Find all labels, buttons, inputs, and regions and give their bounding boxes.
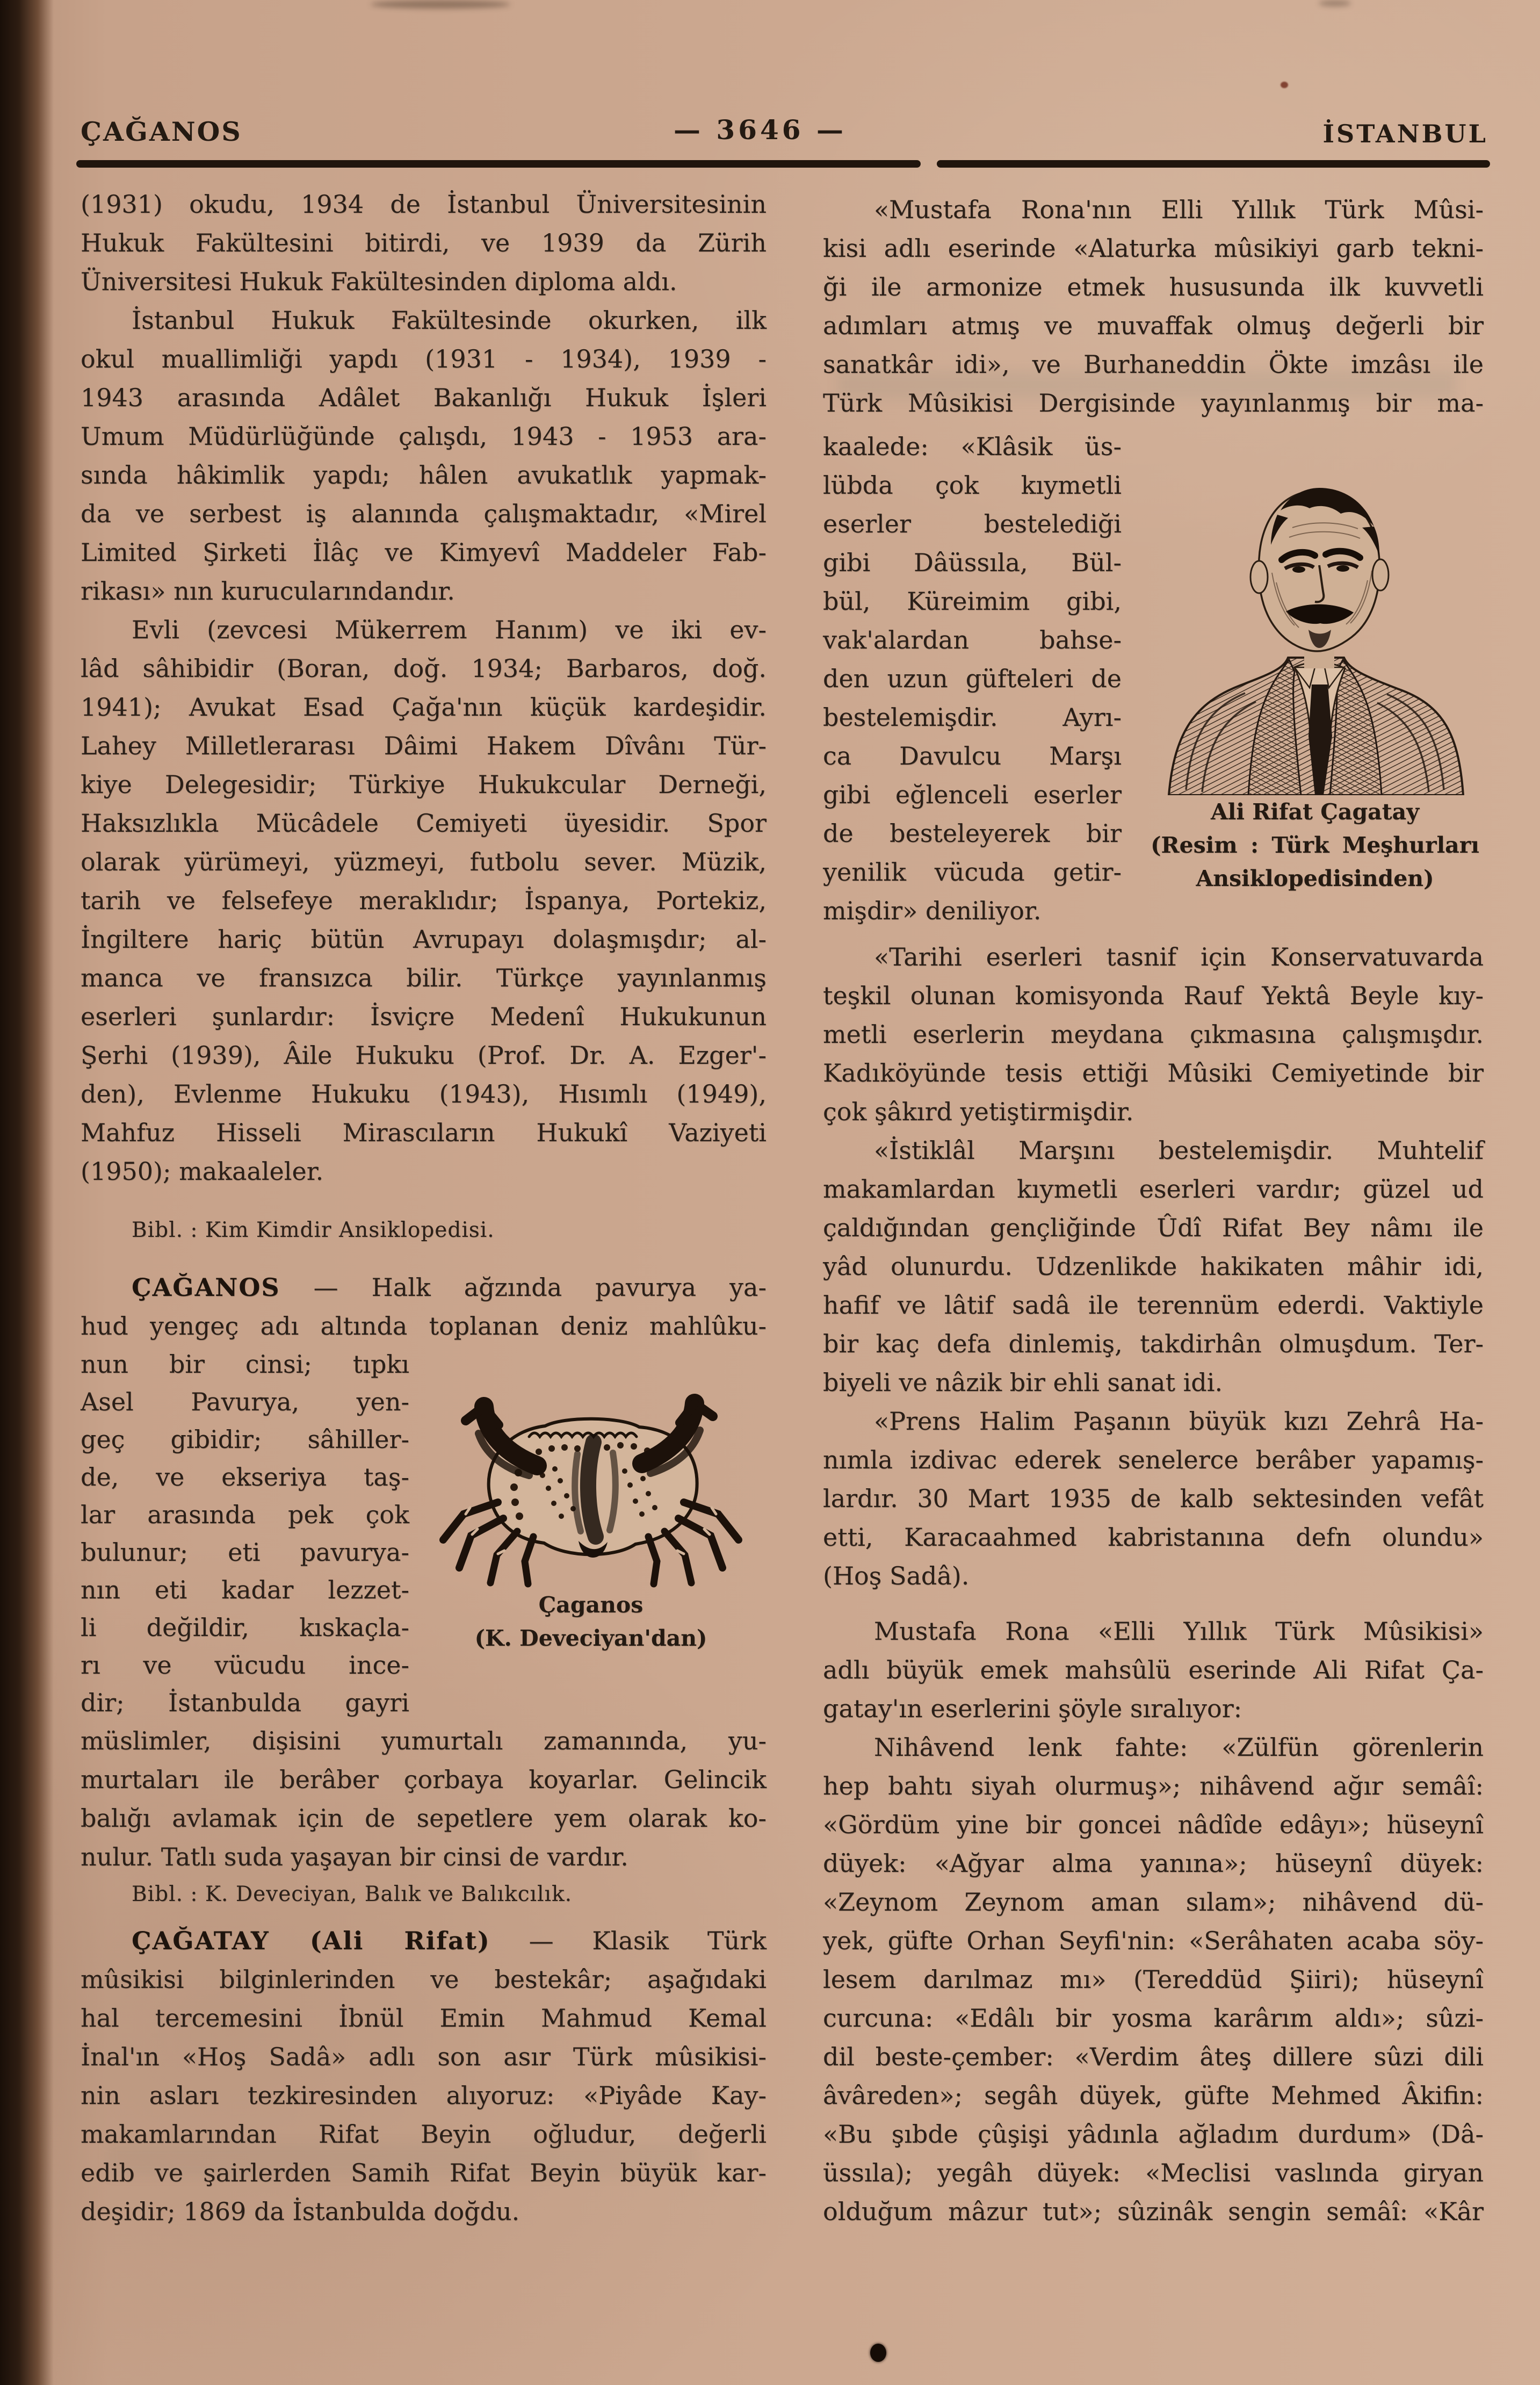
right-narrow-text (823, 427, 1122, 930)
entry-text: — Klasik Türk (490, 1926, 767, 1955)
text-line: İnal'ın «Hoş Sadâ» adlı son asır Türk mûsikisi- (81, 2042, 767, 2071)
entry-caganos-line2 (81, 1307, 767, 1345)
text-line: çaldığından gençliğinde Ûdî Rifat Bey nâmı ile (823, 1213, 1484, 1242)
text-line: dir; İstanbulda gayri (81, 1688, 409, 1717)
right-paragraph-works-list (823, 1728, 1484, 2231)
portrait-illustration (1148, 457, 1481, 795)
text-line: bir kaç defa dinlemiş, takdirhân olmuşdum. Ter- (823, 1329, 1484, 1358)
text-line: deşidir; 1869 da İstanbulda doğdu. (81, 2197, 520, 2226)
text-line: Limited Şirketi İlâç ve Kimyevî Maddeler Fab- (81, 538, 767, 567)
text-line: rı ve vücudu ince- (81, 1651, 409, 1680)
text-line: tarih ve felsefeye meraklıdır; İspanya, Portekiz, (81, 886, 767, 915)
text-line: 1943 arasında Adâlet Bakanlığı Hukuk İşleri (81, 383, 767, 412)
text-line: olarak yürümeyi, yüzmeyi, futbolu sever. Müzik, (81, 847, 767, 876)
ink-dot (870, 2344, 886, 2362)
text-line: adlı büyük emek mahsûlü eserinde Ali Rifat Ça- (823, 1655, 1484, 1684)
right-paragraph-rona-quote (823, 190, 1484, 422)
text-line: gibi Dâüssıla, Bül- (823, 548, 1122, 577)
right-paragraph-istiklal (823, 1131, 1484, 1402)
text-line: ca Davulcu Marşı (823, 741, 1122, 770)
entry-text: — Halk ağzında pavurya ya- (280, 1273, 767, 1302)
running-head-left: ÇAĞANOS (81, 116, 242, 147)
entry-cagatay (81, 1921, 767, 1960)
entry-caganos (81, 1268, 767, 1307)
text-line: li değildir, kıskaçla- (81, 1613, 409, 1642)
crab-illustration (416, 1373, 765, 1588)
portrait-caption-title: Ali Rifat Çagatay (1210, 799, 1420, 825)
text-line: eserleri şunlardır: İsviçre Medenî Hukukunun (81, 1002, 767, 1031)
header-rule-right (937, 160, 1490, 168)
text-line: Haksızlıkla Mücâdele Cemiyeti üyesidir. Spor (81, 809, 767, 838)
text-line: çok şâkırd yetiştirmişdir. (823, 1097, 1134, 1126)
text-line: murtaları ile berâber çorbaya koyarlar. Gelincik (81, 1765, 767, 1794)
text-line: nulur. Tatlı suda yaşayan bir cinsi de vardır. (81, 1842, 628, 1871)
portrait-figure (1143, 457, 1487, 895)
text-line: «Zeynom Zeynom aman sılam»; nihâvend dü- (823, 1887, 1484, 1916)
text-line: makamlarından Rifat Beyin oğludur, değerli (81, 2120, 767, 2149)
text-line: gatay'ın eserlerini şöyle sıralıyor: (823, 1694, 1242, 1723)
text-line: dil beste-çember: «Verdim âteş dillere sûzi dili (823, 2042, 1484, 2071)
text-line: Şerhi (1939), Âile Hukuku (Prof. Dr. A. Ezger'- (81, 1041, 767, 1070)
text-line: hep bahtı siyah olurmuş»; nihâvend ağır semâî: (823, 1771, 1484, 1800)
text-line: nun bir cinsi; tıpkı (81, 1350, 409, 1379)
text-line: Mahfuz Hisseli Mirascıların Hukukî Vaziyeti (81, 1118, 767, 1147)
text-line: Kadıköyünde tesis ettiği Mûsiki Cemiyetinde bir (823, 1058, 1484, 1087)
text-line: Lahey Milletlerarası Dâimi Hakem Dîvânı Tür- (81, 731, 767, 760)
text-line: müslimler, dişisini yumurtalı zamanında, yu- (81, 1726, 767, 1755)
text-line: Evli (zevcesi Mükerrem Hanım) ve iki ev- (132, 615, 767, 644)
text-line: bulunur; eti pavurya- (81, 1538, 409, 1567)
text-line: «Mustafa Rona'nın Elli Yıllık Türk Mûsi- (874, 195, 1484, 224)
crab-caption-source: (K. Deveciyan'dan) (474, 1625, 707, 1651)
text-line: ği ile armonize etmek hususunda ilk kuvvetli (823, 272, 1484, 301)
crab-caption-title: Çaganos (538, 1592, 644, 1618)
text-line: kaalede: «Klâsik üs- (823, 432, 1122, 461)
text-line: düyek: «Ağyar alma yanına»; hüseynî düyek: (823, 1849, 1484, 1878)
text-line: İngiltere hariç bütün Avrupayı dolaşmışdır; al- (81, 925, 767, 954)
text-line: Umum Müdürlüğünde çalışdı, 1943 - 1953 ara- (81, 422, 767, 451)
text-line: bül, Küreimim gibi, (823, 587, 1122, 616)
text-line: nin asları tezkiresinden alıyoruz: «Piyâde Kay- (81, 2081, 767, 2110)
text-line: lübda çok kıymetli (823, 471, 1122, 500)
text-line: okul muallimliği yapdı (1931 - 1934), 1939 - (81, 344, 767, 373)
portrait-caption-source-2: Ansiklopedisinden) (1196, 866, 1434, 891)
text-line: Hukuk Fakültesini bitirdi, ve 1939 da Zürih (81, 228, 767, 257)
text-line: İstanbul Hukuk Fakültesinde okurken, ilk (132, 306, 767, 335)
left-paragraph-career (81, 301, 767, 610)
text-line: de, ve ekseriya taş- (81, 1462, 409, 1491)
text-line: lâd sâhibidir (Boran, doğ. 1934; Barbaros, doğ. (81, 654, 767, 683)
text-line: Üniversitesi Hukuk Fakültesinden diploma aldı. (81, 267, 677, 296)
bibliography-line-kim-kimdir: Bibl. : Kim Kimdir Ansiklopedisi. (132, 1218, 495, 1242)
text-line: (1950); makaaleler. (81, 1157, 324, 1186)
crab-figure (415, 1373, 767, 1655)
text-line: Asel Pavurya, yen- (81, 1387, 409, 1416)
text-line: yâd olunurdu. Udzenlikde hakikaten mâhir idi, (823, 1252, 1484, 1281)
text-line: de besteleyerek bir (823, 819, 1122, 848)
text-line: da ve serbest iş alanında çalışmaktadır, «Mirel (81, 499, 767, 528)
entry-caganos-narrow-text (81, 1345, 409, 1721)
text-line: mûsikisi bilginlerinden ve bestekâr; aşağıdaki (81, 1965, 767, 1994)
text-line: den uzun güfteleri de (823, 664, 1122, 693)
text-line: kiye Delegesidir; Türkiye Hukukcular Derneği, (81, 770, 767, 799)
text-line: nın eti kadar lezzet- (81, 1575, 409, 1604)
text-line: etti, Karacaahmed kabristanına defn olundu» (823, 1523, 1484, 1552)
text-line: yek, güfte Orhan Seyfi'nin: «Serâhaten acaba söy- (823, 1926, 1484, 1955)
entry-headword-caganos: ÇAĞANOS (132, 1273, 280, 1302)
entry-line (81, 1268, 767, 1307)
text-line: «Tarihi eserleri tasnif için Konservatuvarda (874, 942, 1484, 971)
portrait-caption-source-1: (Resim : Türk Meşhurları (1151, 832, 1479, 858)
text-line: hud yengeç adı altında toplanan deniz mahlûku- (81, 1312, 767, 1341)
page-number: — 3646 — (674, 114, 847, 146)
text-line: «Gördüm yine bir goncei nâdîde edâyı»; hüseynî (823, 1810, 1484, 1839)
text-line: «İstiklâl Marşını bestelemişdir. Muhtelif (874, 1136, 1484, 1165)
text-line: metli eserlerin meydana çıkmasına çalışmışdır. (823, 1020, 1484, 1049)
text-line: yenilik vücuda getir- (823, 858, 1122, 887)
text-line: gibi eğlenceli eserler (823, 780, 1122, 809)
text-line: teşkil olunan komisyonda Rauf Yektâ Beyle kıy- (823, 981, 1484, 1010)
text-line: vak'alardan bahse- (823, 625, 1122, 654)
text-line: hal tercemesini İbnül Emin Mahmud Kemal (81, 2004, 767, 2033)
text-line: (1931) okudu, 1934 de İstanbul Üniversitesinin (81, 190, 767, 219)
entry-headword-cagatay: ÇAĞATAY (Ali Rifat) (132, 1926, 490, 1955)
left-paragraph-continuation (81, 185, 767, 301)
paper-smudge (1319, 0, 1351, 6)
text-line: üssıla); yegâh düyek: «Meclisi vaslında giryan (823, 2158, 1484, 2187)
entry-caganos-tail (81, 1721, 767, 1876)
entry-line (81, 1921, 767, 1960)
text-line: sanatkâr idi», ve Burhaneddin Ökte imzâsı ile (823, 350, 1484, 379)
text-line: curcuna: «Edâlı bir yosma karârım aldı»; sûzi- (823, 2004, 1484, 2033)
text-line: biyeli ve nâzik bir ehli sanat idi. (823, 1368, 1223, 1397)
text-line: Türk Mûsikisi Dergisinde yayınlanmış bir ma- (823, 388, 1484, 417)
text-line: 1941); Avukat Esad Çağa'nın küçük kardeşidir. (81, 693, 767, 722)
text-line: manca ve fransızca bilir. Türkçe yayınlanmış (81, 963, 767, 992)
text-line: bestelemişdir. Ayrı- (823, 703, 1122, 732)
text-line: Nihâvend lenk fahte: «Zülfün görenlerin (874, 1733, 1484, 1762)
bibliography-line-deveciyan: Bibl. : K. Deveciyan, Balık ve Balıkcılık. (132, 1882, 572, 1906)
text-line: lardır. 30 Mart 1935 de kalb sektesinden vefât (823, 1484, 1484, 1513)
header-rule-left (76, 160, 921, 168)
entry-cagatay-text (81, 1960, 767, 2231)
running-head-right: İSTANBUL (1322, 119, 1488, 148)
right-paragraph-tarihi (823, 938, 1484, 1131)
text-line: geç gibidir; sâhiller- (81, 1425, 409, 1454)
page-gutter-shadow (0, 0, 54, 2385)
text-line: edib ve şairlerden Samih Rifat Beyin büyük kar- (81, 2158, 767, 2187)
text-line: lesem darılmaz mı» (Tereddüd Şiiri); hüseynî (823, 1965, 1484, 1994)
text-line: mişdir» deniliyor. (823, 896, 1042, 925)
text-line: lar arasında pek çok (81, 1500, 409, 1529)
text-line: adımları atmış ve muvaffak olmuş değerli bir (823, 311, 1484, 340)
text-line: (Hoş Sadâ). (823, 1561, 970, 1590)
paper-speck (1281, 82, 1288, 88)
text-line: rikası» nın kurucularındandır. (81, 577, 455, 606)
text-line: âvâreden»; segâh düyek, güfte Mehmed Âkifin: (823, 2081, 1484, 2110)
paper-smudge (371, 0, 510, 9)
text-line: «Bu şıbde çûşişi yâdınla ağladım durdum» (Dâ- (823, 2120, 1484, 2149)
text-line: Mustafa Rona «Elli Yıllık Türk Mûsikisi» (874, 1617, 1484, 1646)
text-line: balığı avlamak için de sepetlere yem olarak ko- (81, 1804, 767, 1833)
text-line: hafif ve lâtif sadâ ile terennüm ederdi. Vaktiyle (823, 1291, 1484, 1320)
right-paragraph-mustafa-rona (823, 1612, 1484, 1728)
left-paragraph-family (81, 610, 767, 1191)
text-line: «Prens Halim Paşanın büyük kızı Zehrâ Ha- (874, 1407, 1484, 1436)
text-line: nımla izdivac ederek senelerce berâber yapamış- (823, 1445, 1484, 1474)
right-paragraph-prens-halim (823, 1402, 1484, 1595)
text-line: kisi adlı eserinde «Alaturka mûsikiyi garb tekni- (823, 234, 1484, 263)
text-line: olduğum mâzur tut»; sûzinâk sengin semâî: «Kâr (823, 2197, 1484, 2226)
text-line: sında hâkimlik yapdı; hâlen avukatlık yapmak- (81, 460, 767, 489)
text-line: eserler bestelediği (823, 509, 1122, 538)
text-line: makamlardan kıymetli eserleri vardır; güzel ud (823, 1175, 1484, 1204)
text-line: den), Evlenme Hukuku (1943), Hısımlı (1949), (81, 1079, 767, 1108)
